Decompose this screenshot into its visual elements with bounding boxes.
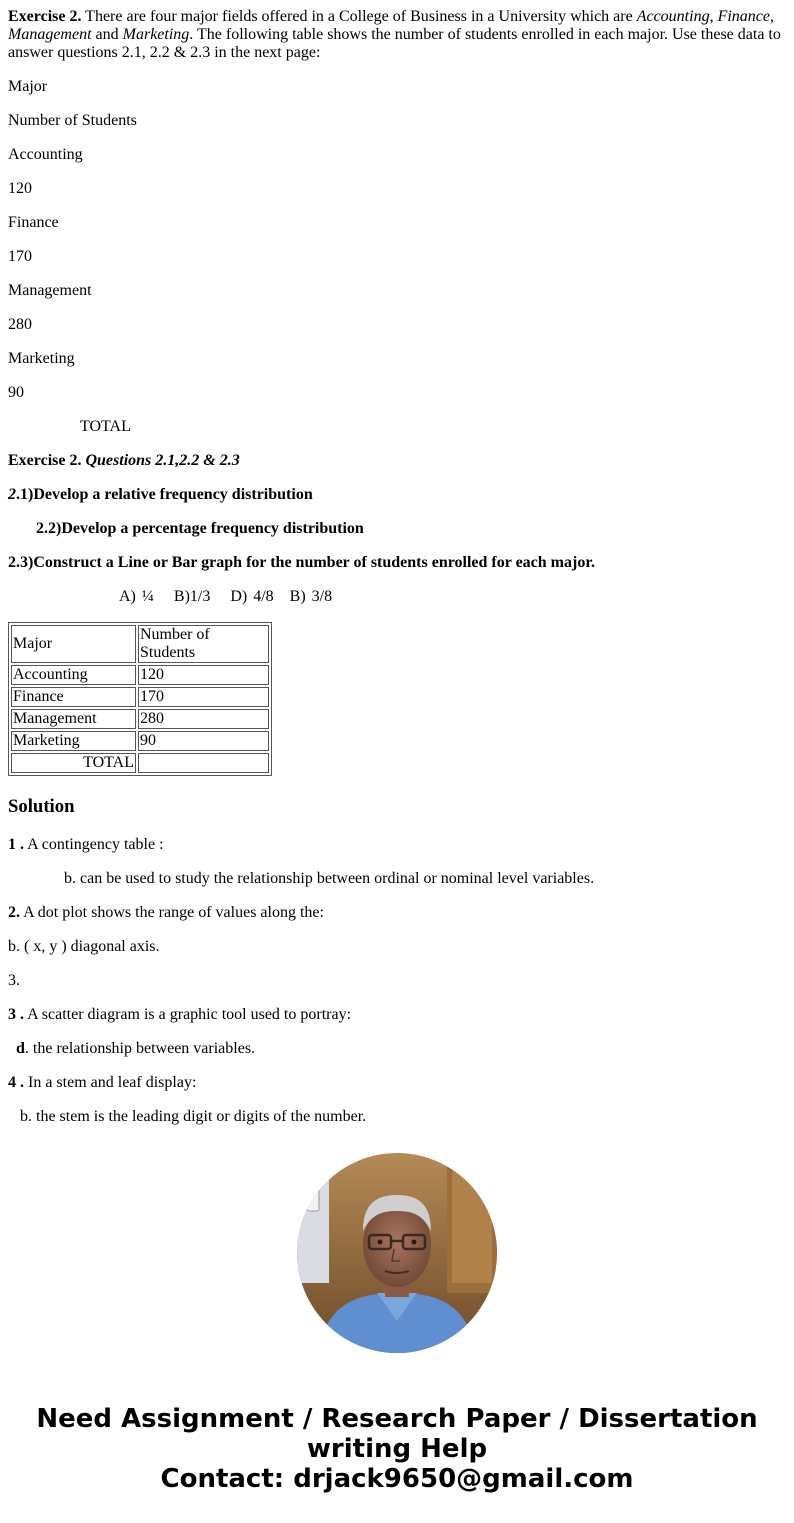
question-2-1-prefix: 2 xyxy=(8,486,16,503)
enrollment-table xyxy=(8,622,272,776)
answer-3-question xyxy=(8,1006,786,1024)
portrait-image xyxy=(297,1153,497,1353)
table-cell: Accounting xyxy=(11,665,136,685)
table-row xyxy=(11,731,269,751)
table-row xyxy=(11,709,269,729)
option: B) 3/8 xyxy=(289,588,333,605)
question-2-3 xyxy=(8,554,786,572)
answer-4-question xyxy=(8,1074,786,1092)
answer-3-blank: 3. xyxy=(8,972,20,989)
flat-item: Accounting xyxy=(8,146,83,163)
table-cell: Finance xyxy=(11,687,136,707)
option: A) ¼ xyxy=(119,588,154,605)
answer-letter: d xyxy=(16,1040,25,1057)
answer-question-text: A scatter diagram is a graphic tool used to portray: xyxy=(24,1006,352,1023)
answer-question-text: A contingency table : xyxy=(24,836,164,853)
question-2-3-text: 2.3)Construct a Line or Bar graph for the number of students enrolled for each major. xyxy=(8,554,595,571)
flat-item: Finance xyxy=(8,214,59,231)
questions-heading-italic: Questions 2.1,2.2 & 2.3 xyxy=(85,452,240,469)
flat-item: 280 xyxy=(8,316,32,333)
answer-number: 2. xyxy=(8,904,20,921)
flat-item: Major xyxy=(8,78,48,95)
exercise-intro xyxy=(8,8,786,62)
table-header-row xyxy=(11,625,269,663)
table-cell: 90 xyxy=(138,731,269,751)
table-cell: Marketing xyxy=(11,731,136,751)
answer-number: 4 . xyxy=(8,1074,24,1091)
option: B)1/3 xyxy=(173,588,211,605)
answer-2-question xyxy=(8,904,786,922)
table-total-value xyxy=(138,753,269,773)
answer-text: . the relationship between variables. xyxy=(24,1040,256,1057)
banner-contact: Contact: drjack9650@gmail.com xyxy=(160,1464,634,1494)
table-total-label: TOTAL xyxy=(11,753,136,773)
flat-item: 90 xyxy=(8,384,24,401)
table-header: Major xyxy=(11,625,136,663)
intro-text-end: . The following table shows the number of students enrolled in each major. Use these data to answer questions 2.1, 2.2 & 2.3 in the next page: xyxy=(8,26,781,61)
question-2-1-text: .1)Develop a relative frequency distribution xyxy=(16,486,313,503)
table-cell: 170 xyxy=(138,687,269,707)
flat-item: Number of Students xyxy=(8,112,137,129)
answer-4: b. the stem is the leading digit or digits of the number. xyxy=(20,1108,367,1125)
solution-heading: Solution xyxy=(8,796,75,817)
answer-number: 3 . xyxy=(8,1006,24,1023)
answer-options xyxy=(8,588,786,606)
table-cell: 280 xyxy=(138,709,269,729)
flat-item: 170 xyxy=(8,248,32,265)
flat-total: TOTAL xyxy=(80,418,131,435)
answer-question-text: A dot plot shows the range of values along the: xyxy=(20,904,324,921)
major-marketing: Marketing xyxy=(122,26,190,43)
answer-2: b. ( x, y ) diagonal axis. xyxy=(8,938,160,955)
exercise-label: Exercise 2. xyxy=(8,8,82,25)
table-cell: 120 xyxy=(138,665,269,685)
option: D) 4/8 xyxy=(230,588,274,605)
banner-line: writing Help xyxy=(306,1434,488,1464)
intro-text: There are four major fields offered in a College of Business in a University which are xyxy=(81,8,637,25)
table-total-row xyxy=(11,753,269,773)
question-2-2-text: 2.2)Develop a percentage frequency distribution xyxy=(36,520,364,537)
answer-3 xyxy=(8,1040,786,1058)
help-banner xyxy=(0,1404,794,1494)
answer-question-text: In a stem and leaf display: xyxy=(24,1074,197,1091)
profile-photo xyxy=(297,1153,497,1353)
questions-heading-label: Exercise 2. xyxy=(8,452,82,469)
flat-item: Management xyxy=(8,282,92,299)
flat-item: Marketing xyxy=(8,350,75,367)
questions-heading xyxy=(8,452,786,470)
answer-1-question xyxy=(8,836,786,854)
separator: and xyxy=(91,26,123,43)
question-2-1 xyxy=(8,486,786,504)
banner-line: Need Assignment / Research Paper / Dissertation xyxy=(36,1404,758,1434)
table-header: Number of Students xyxy=(138,625,269,663)
table-row xyxy=(11,687,269,707)
separator: , xyxy=(709,8,718,25)
question-2-2 xyxy=(8,520,786,538)
answer-number: 1 . xyxy=(8,836,24,853)
table-row xyxy=(11,665,269,685)
major-finance: Finance xyxy=(717,8,770,25)
table-cell: Management xyxy=(11,709,136,729)
flat-item: 120 xyxy=(8,180,32,197)
separator: , xyxy=(770,8,774,25)
major-management: Management xyxy=(8,26,92,43)
major-accounting: Accounting xyxy=(636,8,710,25)
answer-1: b. can be used to study the relationship between ordinal or nominal level variables. xyxy=(64,870,595,887)
